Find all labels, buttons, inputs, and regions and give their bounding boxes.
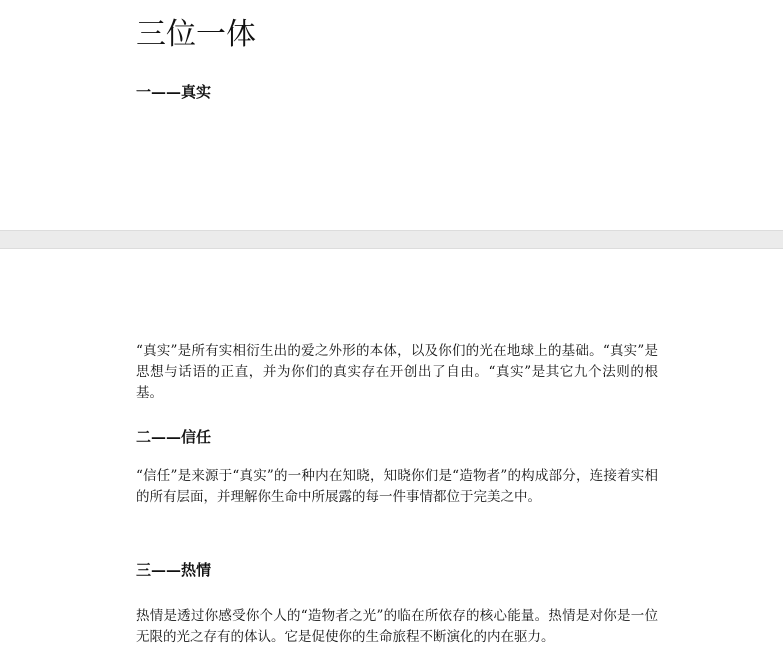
- page-separator: [0, 230, 783, 249]
- document-title: 三位一体: [136, 17, 256, 52]
- section-heading-3: 三——热情: [136, 561, 212, 579]
- section-body-3: 热情是透过你感受你个人的“造物者之光”的临在所依存的核心能量。热情是对你是一位无限的光之存有的体认。它是促使你的生命旅程不断演化的内在驱力。: [136, 608, 658, 645]
- document-page-2: [0, 249, 783, 660]
- document-page-1: [0, 0, 783, 230]
- section-heading-2: 二——信任: [136, 428, 212, 446]
- section-heading-1: 一——真实: [136, 83, 212, 101]
- section-body-1: “真实”是所有实相衍生出的爱之外形的本体，以及你们的光在地球上的基础。“真实”是思想与话语的正直，并为你们的真实存在开创出了自由。“真实”是其它九个法则的根基。: [136, 343, 658, 401]
- section-body-2: “信任”是来源于“真实”的一种内在知晓，知晓你们是“造物者”的构成部分，连接着实相的所有层面，并理解你生命中所展露的每一件事情都位于完美之中。: [136, 468, 658, 505]
